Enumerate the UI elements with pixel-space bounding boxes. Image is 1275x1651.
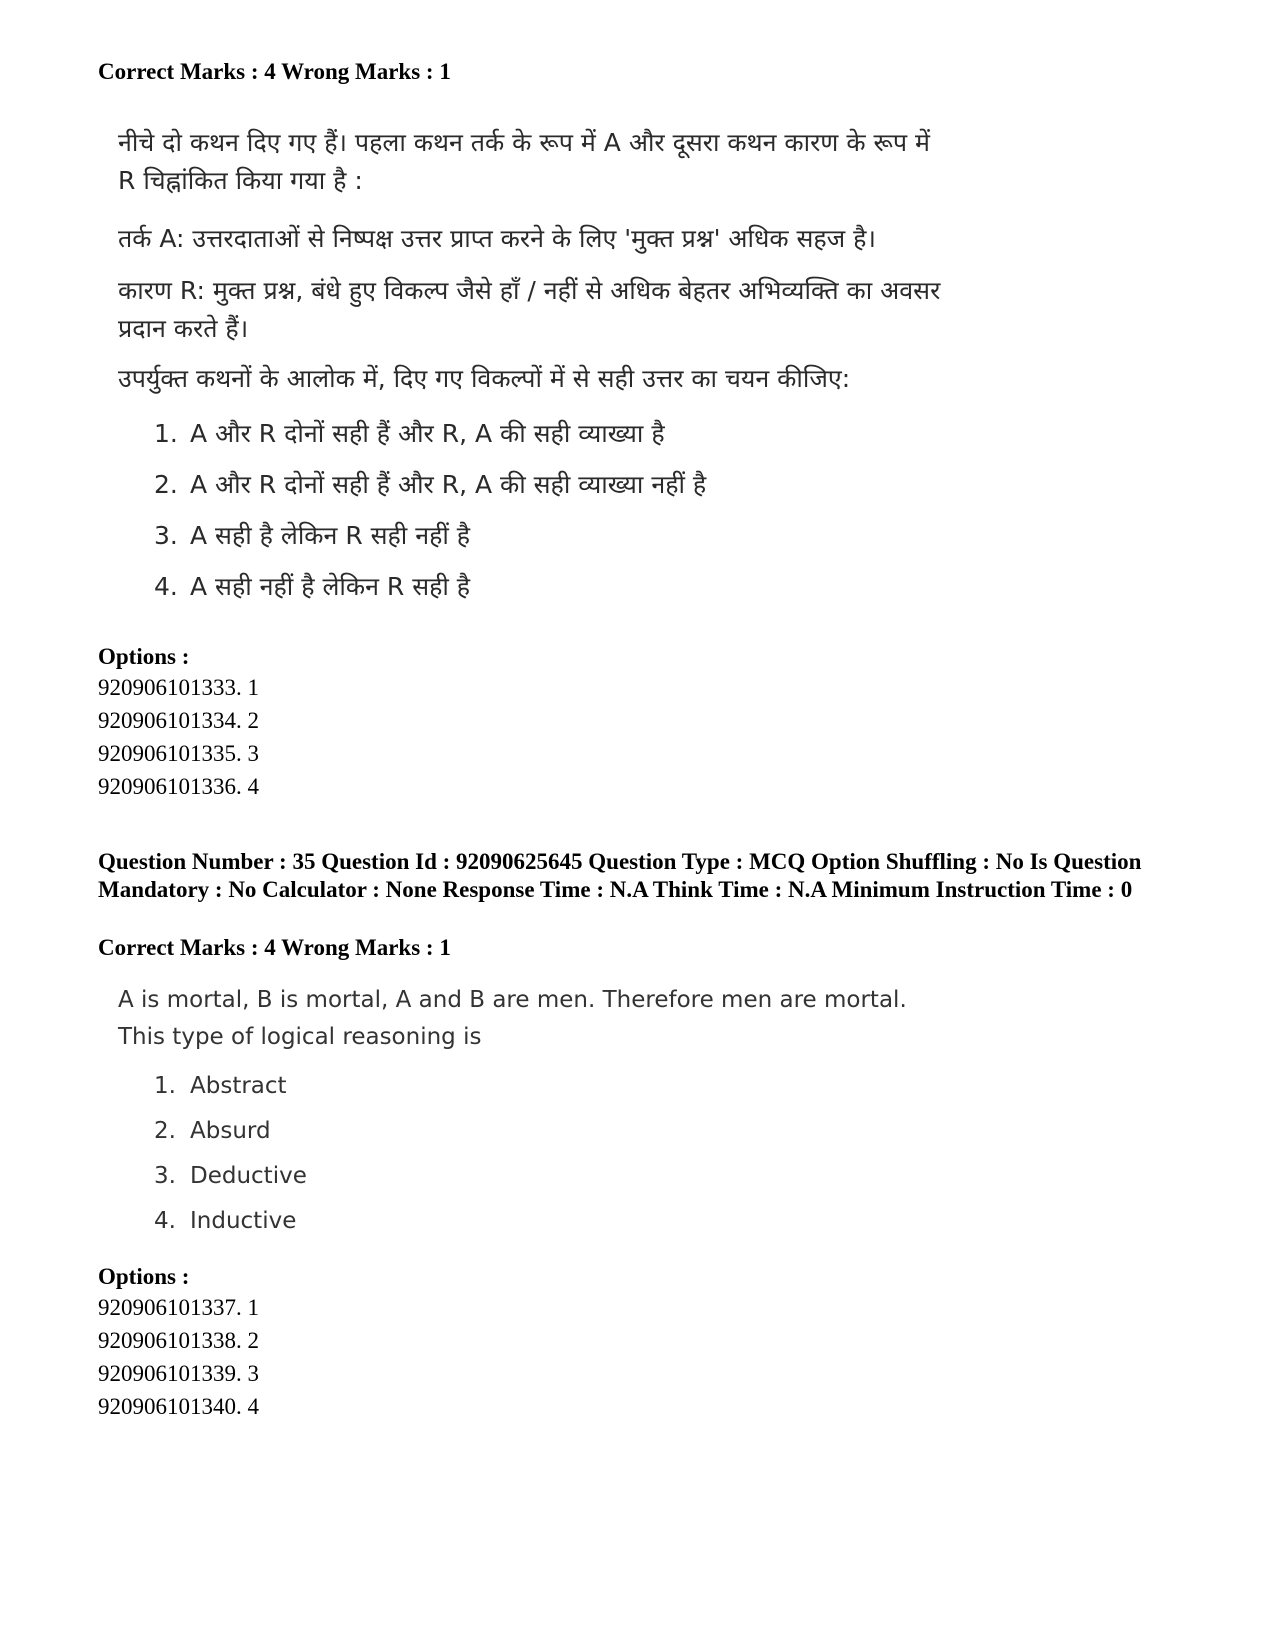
choice-text: Absurd: [190, 1118, 271, 1144]
q34-options: [98, 643, 259, 803]
q34-choice: [154, 459, 948, 510]
choice-number: 3.: [154, 521, 178, 550]
q34-choice: [154, 408, 948, 459]
choice-text: Inductive: [190, 1208, 297, 1234]
options-heading: Options :: [98, 644, 190, 669]
option-item: 920906101336. 4: [98, 774, 259, 799]
option-item: 920906101338. 2: [98, 1328, 259, 1353]
q35-meta: Question Number : 35 Question Id : 92090625645 Question Type : MCQ Option Shuffling : No Is Question Mandatory : No Calculator : None Response Time : N.A Think Time : N.A Minimum Instruction Time : 0: [98, 849, 1142, 902]
options-list: [98, 671, 259, 803]
q34-assertion: तर्क A: उत्तरदाताओं से निष्पक्ष उत्तर प्राप्त करने के लिए 'मुक्त प्रश्न' अधिक सहज है।: [118, 224, 876, 253]
options-heading: Options :: [98, 1264, 190, 1289]
q34-choice: [154, 561, 948, 612]
q34-choice-list: [154, 408, 948, 612]
choice-text: Deductive: [190, 1163, 307, 1189]
choice-number: 4.: [154, 1208, 176, 1234]
choice-text: A और R दोनों सही हैं और R, A की सही व्याख्या नहीं है: [190, 470, 707, 499]
choice-number: 2.: [154, 1118, 176, 1144]
option-item: 920906101340. 4: [98, 1394, 259, 1419]
choice-text: A सही है लेकिन R सही नहीं है: [190, 521, 471, 550]
choice-number: 1.: [154, 1073, 176, 1099]
q35-options: [98, 1263, 259, 1423]
q35-marks: Correct Marks : 4 Wrong Marks : 1: [98, 935, 451, 960]
option-item: 920906101337. 1: [98, 1295, 259, 1320]
options-list: [98, 1291, 259, 1423]
option-item: 920906101333. 1: [98, 675, 259, 700]
choice-text: Abstract: [190, 1073, 287, 1099]
q35-question-text: A is mortal, B is mortal, A and B are men. Therefore men are mortal. This type of logical reasoning is: [118, 987, 907, 1050]
choice-text: A सही नहीं है लेकिन R सही है: [190, 572, 471, 601]
option-item: 920906101339. 3: [98, 1361, 259, 1386]
q34-marks: Correct Marks : 4 Wrong Marks : 1: [98, 59, 451, 84]
choice-number: 2.: [154, 470, 178, 499]
q35-question-block: [118, 982, 938, 1244]
q34-choice: [154, 510, 948, 561]
option-item: 920906101335. 3: [98, 741, 259, 766]
option-item: 920906101334. 2: [98, 708, 259, 733]
q35-choice: [154, 1109, 938, 1154]
q35-choice: [154, 1154, 938, 1199]
choice-number: 4.: [154, 572, 178, 601]
choice-number: 1.: [154, 419, 178, 448]
q34-intro: नीचे दो कथन दिए गए हैं। पहला कथन तर्क के रूप में A और दूसरा कथन कारण के रूप में R चिह्नांकित किया गया है :: [118, 128, 930, 195]
q34-instruction: उपर्युक्त कथनों के आलोक में, दिए गए विकल्पों में से सही उत्तर का चयन कीजिए:: [118, 364, 851, 393]
q35-choice-list: [154, 1064, 938, 1244]
choice-number: 3.: [154, 1163, 176, 1189]
q34-reason: कारण R: मुक्त प्रश्न, बंधे हुए विकल्प जैसे हाँ / नहीं से अधिक बेहतर अभिव्यक्ति का अवसर प्रदान करते हैं।: [118, 276, 941, 343]
q35-choice: [154, 1199, 938, 1244]
q35-choice: [154, 1064, 938, 1109]
q34-question-block: [118, 124, 948, 612]
choice-text: A और R दोनों सही हैं और R, A की सही व्याख्या है: [190, 419, 665, 448]
